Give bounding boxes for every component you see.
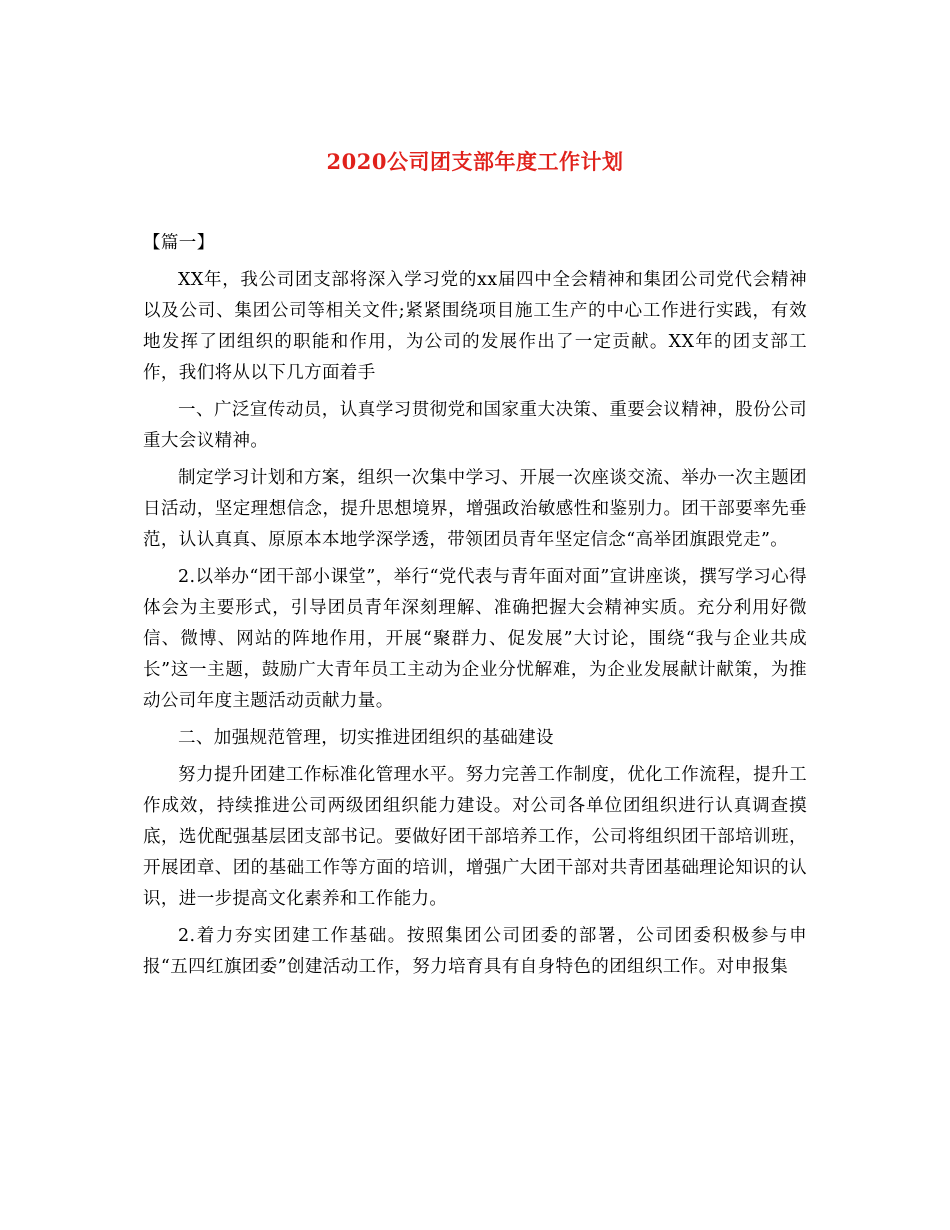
document-body [143, 228, 807, 989]
paragraph-item-2-lecture: 2.以举办“团干部小课堂”，举行“党代表与青年面对面”宣讲座谈，撰写学习心得体会为主要形式，引导团员青年深刻理解、准确把握大会精神实质。充分利用好微信、微博、网站的阵地作用，开展“聚群力、促发展”大讨论，围绕“我与企业共成长”这一主题，鼓励广大青年员工主动为企业分忧解难，为企业发展献计献策，为推动公司年度主题活动贡献力量。 [143, 567, 807, 711]
paragraph-study-plan: 制定学习计划和方案，组织一次集中学习、开展一次座谈交流、举办一次主题团日活动，坚定理想信念，提升思想境界，增强政治敏感性和鉴别力。团干部要率先垂范，认认真真、原原本本地学深学透，带领团员青年坚定信念“高举团旗跟党走”。 [143, 468, 807, 550]
section-label: 【篇一】 [143, 233, 215, 253]
paragraph-heading-1: 一、广泛宣传动员，认真学习贯彻党和国家重大决策、重要会议精神，股份公司重大会议精神。 [143, 400, 807, 451]
paragraph-standardization: 努力提升团建工作标准化管理水平。努力完善工作制度，优化工作流程，提升工作成效，持续推进公司两级团组织能力建设。对公司各单位团组织进行认真调查摸底，选优配强基层团支部书记。要做好团干部培养工作，公司将组织团干部培训班，开展团章、团的基础工作等方面的培训，增强广大团干部对共青团基础理论知识的认识，进一步提高文化素养和工作能力。 [143, 765, 807, 909]
paragraph-heading-2: 二、加强规范管理，切实推进团组织的基础建设 [178, 728, 554, 748]
paragraph-item-2-foundation: 2.着力夯实团建工作基础。按照集团公司团委的部署，公司团委积极参与申报“五四红旗团委”创建活动工作，努力培育具有自身特色的团组织工作。对申报集 [143, 926, 807, 977]
paragraph-intro: XX年，我公司团支部将深入学习党的xx届四中全会精神和集团公司党代会精神以及公司、集团公司等相关文件;紧紧围绕项目施工生产的中心工作进行实践，有效地发挥了团组织的职能和作用，为公司的发展作出了一定贡献。XX年的团支部工作，我们将从以下几方面着手 [143, 270, 807, 383]
document-title: 2020公司团支部年度工作计划 [326, 149, 624, 174]
